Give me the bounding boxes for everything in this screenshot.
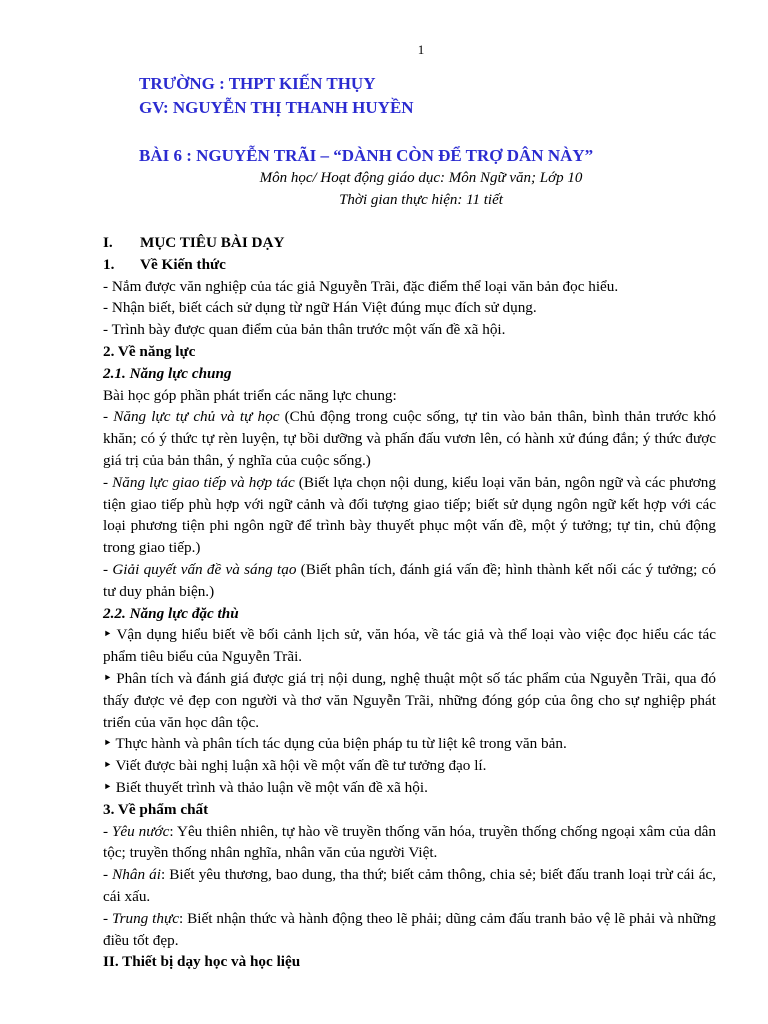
list-item: - Trình bày được quan điểm của bản thân trước một vấn đề xã hội. [103,321,506,339]
list-item: ‣ Biết thuyết trình và thảo luận về một vấn đề xã hội. [103,778,428,796]
document-body [103,232,716,973]
section-heading: II. Thiết bị dạy học và học liệu [103,953,301,971]
list-item: ‣ Phân tích và đánh giá được giá trị nội dung, nghệ thuật một số tác phẩm của Nguyễn Trãi, qua đó thấy được vẻ đẹp con người và thơ văn Nguyễn Trãi, những đóng góp của ông cho sự nghiệp phát triển của văn học dân tộc. [103,669,716,731]
item-desc: (Biết phân tích, đánh giá vấn đề; hình thành kết nối các ý tưởng; có tư duy phản biện.) [103,560,716,600]
item-prefix: - [103,473,113,491]
item-prefix: - [103,866,113,884]
subsection-heading: 3. Về phẩm chất [103,800,209,818]
subject-line: Môn học/ Hoạt động giáo dục: Môn Ngữ văn; Lớp 10 [259,170,583,186]
item-term: Năng lực tự chủ và tự học [113,408,280,426]
item-desc: : Biết yêu thương, bao dung, tha thứ; biết cảm thông, chia sẻ; biết đấu tranh loại trừ cái ác, cái xấu. [103,866,716,905]
list-item [103,406,716,471]
item-prefix: - [103,909,112,927]
paragraph: Bài học góp phần phát triển các năng lực chung: [103,386,397,404]
item-desc: (Chủ động trong cuộc sống, tự tin vào bản thân, bình thản trước khó khăn; có ý thức tự rèn luyện, tự bồi dưỡng và phấn đấu vươn lên, có hành xử đúng đắn; ý thức được giá trị của bản thân, ý nghĩa của cuộc sống.) [103,408,717,469]
item-term: Trung thực [111,909,180,927]
school-name: TRƯỜNG : THPT KIẾN THỤY [139,74,376,93]
subsection-number: 1. [103,255,115,273]
list-item [103,864,716,908]
subsection-heading [103,254,716,276]
item-prefix: - [103,822,112,840]
item-term: Yêu nước [111,822,170,840]
list-item: - Nắm được văn nghiệp của tác giả Nguyễn Trãi, đặc điểm thể loại văn bản đọc hiểu. [103,277,619,295]
document-header [139,72,414,120]
list-item: ‣ Thực hành và phân tích tác dụng của biện pháp tu từ liệt kê trong văn bản. [103,735,567,753]
teacher-name: GV: NGUYỄN THỊ THANH HUYỀN [139,98,414,117]
list-item: ‣ Vận dụng hiểu biết về bối cảnh lịch sử, văn hóa, về tác giả và thể loại vào việc đọc hiểu các tác phẩm tiêu biểu của Nguyễn Trãi. [103,626,716,666]
list-item: - Nhận biết, biết cách sử dụng từ ngữ Hán Việt đúng mục đích sử dụng. [103,299,537,317]
subsubsection-heading: 2.2. Năng lực đặc thù [103,604,239,622]
item-term: Năng lực giao tiếp và hợp tác [112,473,295,491]
list-item [103,908,716,952]
subsection-heading: 2. Về năng lực [103,342,196,360]
item-desc: : Yêu thiên nhiên, tự hào về truyền thống văn hóa, truyền thống chống ngoại xâm của dân tộc; truyền thống nhân nghĩa, nhân văn của người Việt. [103,822,716,862]
list-item [103,821,716,865]
item-desc: : Biết nhận thức và hành động theo lẽ phải; dũng cảm đấu tranh bảo vệ lẽ phải và những điều tốt đẹp. [103,909,716,949]
item-prefix: - [103,408,114,426]
item-term: Giải quyết vấn đề và sáng tạo [112,560,297,578]
item-term: Nhân ái [112,866,161,884]
item-prefix: - [103,560,113,578]
subsection-title: Về Kiến thức [140,255,226,273]
item-desc: (Biết lựa chọn nội dung, kiểu loại văn bản, ngôn ngữ và các phương tiện giao tiếp phù hợp với ngữ cảnh và đối tượng giao tiếp; biết sử dụng ngôn ngữ kết hợp với các loại phương tiện phi ngôn ngữ để trình bày thuyết phục một vấn đề, một ý tưởng; tự tin, chủ động trong giao tiếp.) [103,473,716,557]
subsubsection-heading: 2.1. Năng lực chung [103,364,232,382]
list-item: ‣ Viết được bài nghị luận xã hội về một vấn đề tư tưởng đạo lí. [103,757,487,775]
section-heading [103,232,716,254]
list-item [103,559,716,603]
section-number: I. [103,234,113,251]
page-number: 1 [417,42,425,57]
lesson-title: BÀI 6 : NGUYỄN TRÃI – “DÀNH CÒN ĐỂ TRỢ DÂN NÀY” [139,146,594,165]
time-line: Thời gian thực hiện: 11 tiết [339,192,503,208]
list-item [103,472,716,559]
section-title: MỤC TIÊU BÀI DẠY [140,234,285,251]
